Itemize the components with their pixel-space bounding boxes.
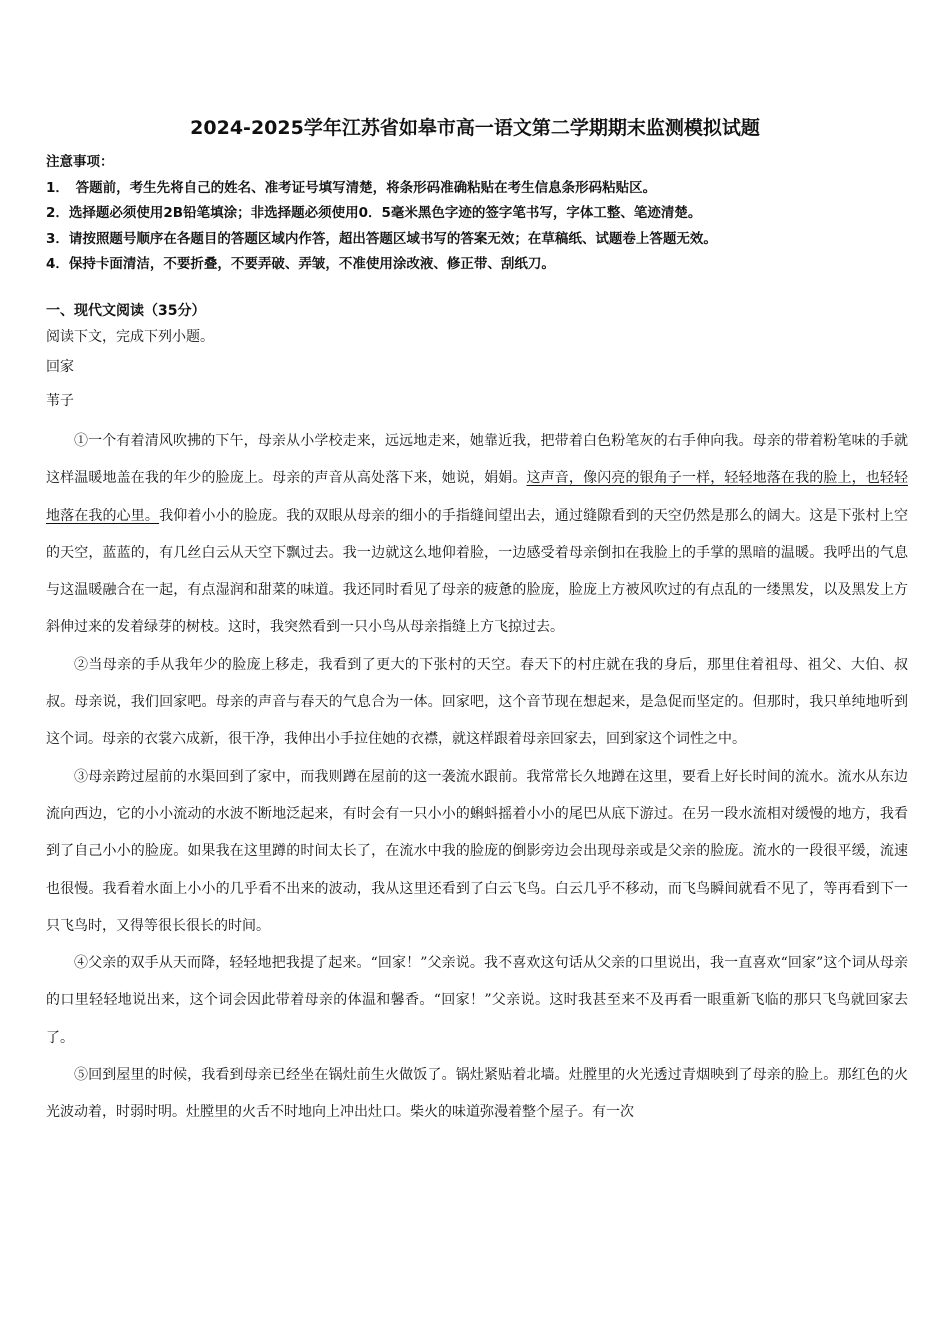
notice-item: 3．请按照题号顺序在各题目的答题区域内作答，超出答题区域书写的答案无效；在草稿纸、试题卷上答题无效。 [46, 230, 717, 247]
paragraph-4: ④父亲的双手从天而降，轻轻地把我提了起来。“回家！”父亲说。我不喜欢这句话从父亲的口里说出，我一直喜欢“回家”这个词从母亲的口里轻轻地说出来，这个词会因此带着母亲的体温和馨香。“回家！”父亲说。这时我甚至来不及再看一眼重新飞临的那只飞鸟就回家去了。 [46, 955, 908, 1046]
notice-item: 1． 答题前，考生先将自己的姓名、准考证号填写清楚，将条形码准确粘贴在考生信息条形码粘贴区。 [46, 179, 657, 196]
article-author: 苇子 [46, 393, 74, 409]
article-title: 回家 [46, 359, 74, 375]
notice-block [46, 150, 916, 278]
section-title: 一、现代文阅读（35分） [46, 303, 206, 319]
paragraph-3: ③母亲跨过屋前的水渠回到了家中，而我则蹲在屋前的这一袭流水跟前。我常常长久地蹲在这里，要看上好长时间的流水。流水从东边流向西边，它的小小流动的水波不断地泛起来，有时会有一只小小的蝌蚪摇着小小的尾巴从底下游过。在另一段水流相对缓慢的地方，我看到了自己小小的脸庞。如果我在这里蹲的时间太长了，在流水中我的脸庞的倒影旁边会出现母亲或是父亲的脸庞。流水的一段很平缓，流速也很慢。我看着水面上小小的几乎看不出来的波动，我从这里还看到了白云飞鸟。白云几乎不移动，而飞鸟瞬间就看不见了，等再看到下一只飞鸟时，又得等很长很长的时间。 [46, 768, 908, 934]
notice-item: 4．保持卡面清洁，不要折叠，不要弄破、弄皱，不准使用涂改液、修正带、刮纸刀。 [46, 256, 555, 272]
notice-heading: 注意事项： [46, 154, 114, 170]
document-title: 2024-2025学年江苏省如皋市高一语文第二学期期末监测模拟试题 [190, 117, 760, 139]
paragraph-1 [46, 423, 908, 647]
paragraph-1-text-a: ①一个有着清风吹拂的下午，母亲从小学校走来，远远地走来，她靠近我，把带着白色粉笔灰的右手伸向我。母亲的带着粉笔味的手就这样温暖地盖在我的年少的脸庞上。母亲的声音从高处落下来，她说，娟娟。 [46, 433, 908, 487]
underlined-sentence: 这声音，像闪亮的银角子一样，轻轻地落在我的脸上，也轻轻地落在我的心里。 [46, 470, 908, 524]
article-body [46, 423, 908, 1132]
paragraph-5: ⑤回到屋里的时候，我看到母亲已经坐在锅灶前生火做饭了。锅灶紧贴着北墙。灶膛里的火光透过青烟映到了母亲的脸上。那红色的火光波动着，时弱时明。灶膛里的火舌不时地向上冲出灶口。柴火的味道弥漫着整个屋子。有一次 [46, 1067, 908, 1121]
paragraph-2: ②当母亲的手从我年少的脸庞上移走，我看到了更大的下张村的天空。春天下的村庄就在我的身后，那里住着祖母、祖父、大伯、叔叔。母亲说，我们回家吧。母亲的声音与春天的气息合为一体。回家吧，这个音节现在想起来，是急促而坚定的。但那时，我只单纯地听到这个词。母亲的衣裳六成新，很干净，我伸出小手拉住她的衣襟，就这样跟着母亲回家去，回到家这个词性之中。 [46, 656, 908, 748]
section-instruction: 阅读下文，完成下列小题。 [46, 329, 214, 345]
paragraph-1-text-b: 我仰着小小的脸庞。我的双眼从母亲的细小的手指缝间望出去，通过缝隙看到的天空仍然是那么的阔大。这是下张村上空的天空，蓝蓝的，有几丝白云从天空下飘过去。我一边就这么地仰着脸，一边感受着母亲倒扣在我脸上的手掌的黑暗的温暖。我呼出的气息与这温暖融合在一起，有点湿润和甜菜的味道。我还同时看见了母亲的疲惫的脸庞，脸庞上方被风吹过的有点乱的一缕黑发，以及黑发上方斜伸过来的发着绿芽的树枝。这时，我突然看到一只小鸟从母亲指缝上方飞掠过去。 [46, 507, 909, 636]
section-reading [46, 300, 906, 348]
notice-item: 2．选择题必须使用2B铅笔填涂；非选择题必须使用0．5毫米黑色字迹的签字笔书写，字体工整、笔迹清楚。 [46, 205, 702, 221]
